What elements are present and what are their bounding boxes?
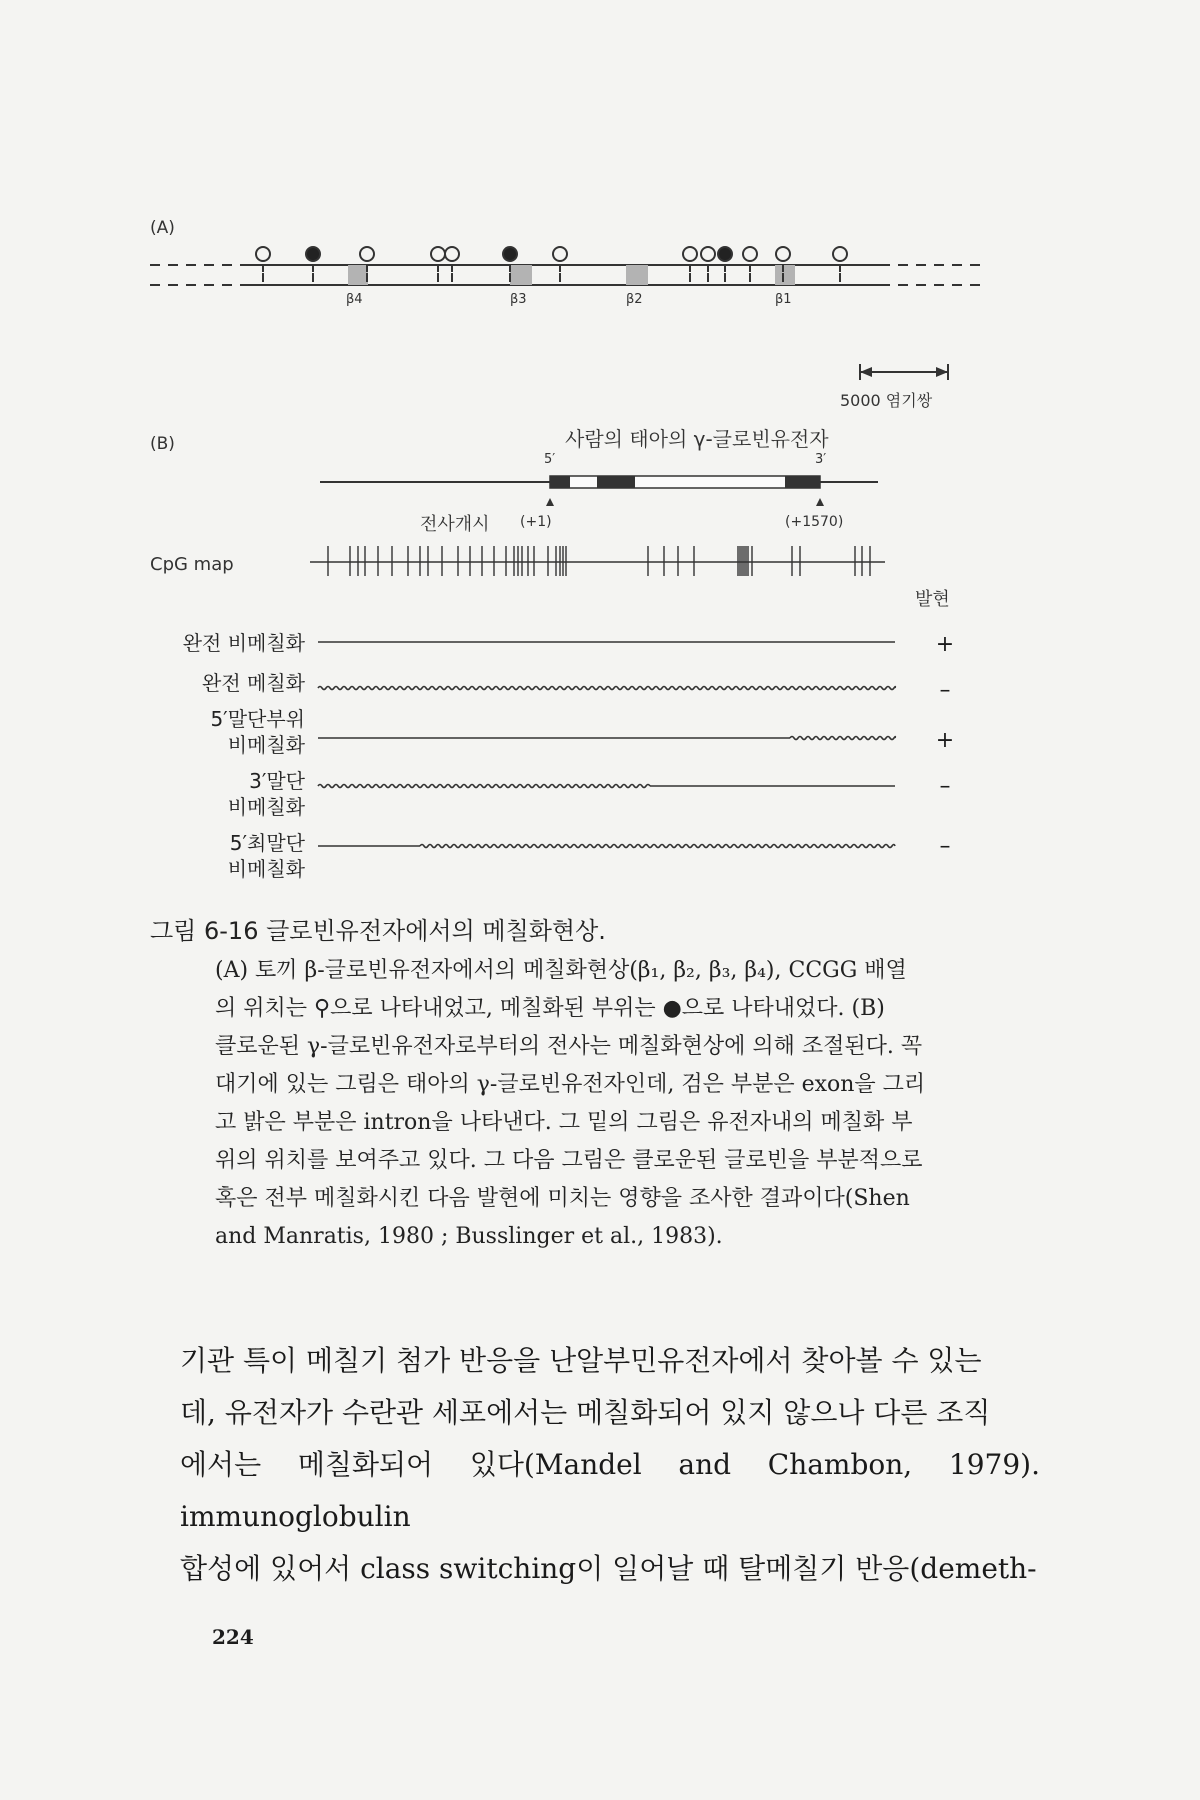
caption-line: 클로운된 γ-글로빈유전자로부터의 전사는 메칠화현상에 의해 조절된다. 꼭	[215, 1034, 923, 1059]
transcription-start-pos: (+1)	[520, 514, 552, 530]
row-sign-3: –	[939, 774, 951, 799]
expression-header: 발현	[915, 589, 950, 610]
figure-caption	[215, 952, 1025, 1256]
methylation-row-1	[318, 687, 895, 690]
exon-1	[550, 476, 570, 488]
row-label-0: 완전 비메칠화	[182, 631, 305, 655]
row-sign-1: –	[939, 678, 951, 703]
gene-box-beta4	[348, 265, 368, 285]
scale-label: 5000 염기쌍	[840, 391, 933, 410]
methylation-row-4	[318, 845, 895, 848]
panel-b-label: (B)	[150, 434, 175, 454]
panel-a-diagram	[0, 0, 1200, 400]
gene-label-beta1: β1	[775, 292, 792, 307]
body-line: 데, 유전자가 수란관 세포에서는 메칠화되어 있지 않으나 다른 조직	[180, 1396, 991, 1429]
figure-title: 그림 6-16 글로빈유전자에서의 메칠화현상.	[150, 917, 606, 945]
panel-a-label: (A)	[150, 218, 175, 238]
row-label-1: 완전 메칠화	[202, 671, 305, 695]
gene-label-beta3: β3	[510, 292, 527, 307]
exon-3	[785, 476, 820, 488]
gene-box-beta2	[626, 265, 648, 285]
row-sign-2: +	[935, 728, 955, 753]
row-label-3: 3′말단 비메칠화	[227, 769, 305, 819]
gene-box-beta1	[775, 265, 795, 285]
row-label-4: 5′최말단 비메칠화	[227, 831, 305, 881]
body-line: 합성에 있어서 class switching이 일어날 때 탈메칠기 반응(demeth-	[180, 1552, 1037, 1585]
body-paragraph	[180, 1335, 1040, 1595]
caption-line: 고 밝은 부분은 intron을 나타낸다. 그 밑의 그림은 유전자내의 메칠화 부	[215, 1110, 913, 1135]
transcription-end-pos: (+1570)	[785, 514, 844, 530]
page-number: 224	[212, 1625, 254, 1649]
caption-line: 대기에 있는 그림은 태아의 γ-글로빈유전자인데, 검은 부분은 exon을 그리	[215, 1072, 926, 1097]
gene-box-beta3	[510, 265, 532, 285]
gene-label-beta4: β4	[346, 292, 363, 307]
caption-line: (A) 토끼 β-글로빈유전자에서의 메칠화현상(β₁, β₂, β₃, β₄), CCGG 배열	[215, 958, 907, 983]
row-sign-4: –	[939, 834, 951, 859]
exon-2	[597, 476, 635, 488]
cpg-map-label: CpG map	[150, 554, 234, 575]
transcription-start-label: 전사개시	[420, 514, 490, 535]
row-label-2: 5′말단부위 비메칠화	[210, 707, 305, 757]
gamma-globin-title: 사람의 태아의 γ-글로빈유전자	[565, 427, 829, 451]
methylation-rows	[0, 620, 1200, 860]
caption-line: 혹은 전부 메칠화시킨 다음 발현에 미치는 영향을 조사한 결과이다(Shen	[215, 1186, 910, 1211]
caption-line: and Manratis, 1980 ; Busslinger et al., 1983).	[215, 1224, 723, 1249]
gene-label-beta2: β2	[626, 292, 643, 307]
body-line: 기관 특이 메칠기 첨가 반응을 난알부민유전자에서 찾아볼 수 있는	[180, 1344, 982, 1377]
caption-line: 위의 위치를 보여주고 있다. 그 다음 그림은 클로운된 글로빈을 부분적으로	[215, 1148, 923, 1173]
five-prime-label: 5′	[544, 452, 556, 467]
body-line: 에서는 메칠화되어 있다(Mandel and Chambon, 1979). immunoglobulin	[180, 1448, 1040, 1533]
three-prime-label: 3′	[815, 452, 827, 467]
methylation-row-3	[318, 785, 895, 788]
row-sign-0: +	[935, 632, 955, 657]
caption-line: 의 위치는 ⚲으로 나타내었고, 메칠화된 부위는 ●으로 나타내었다. (B)	[215, 996, 885, 1021]
methylation-row-2	[318, 737, 895, 740]
